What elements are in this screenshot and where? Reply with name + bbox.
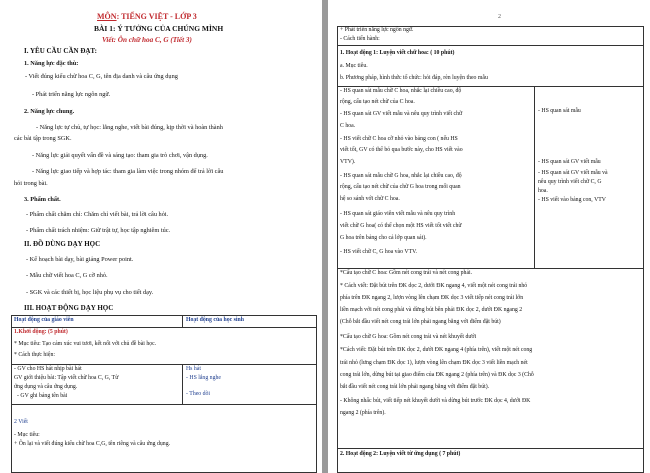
text-line: - HS quan sát GV viết mẫu và nêu quy trình viết chữ	[340, 111, 463, 117]
part-2-heading: 2 Viết	[14, 419, 28, 425]
text-line: - Năng lực giải quyết vấn đề và sáng tạo: tham gia trò chơi, vận dụng.	[32, 152, 208, 159]
text-line: Hs hát	[186, 366, 201, 372]
warmup-heading: 1.Khởi động: (5 phút)	[14, 329, 68, 335]
column-header-teacher: Hoạt động của giáo viên	[14, 317, 74, 323]
text-line: - Viết đúng kiểu chữ hoa C, G, tên địa danh và câu ứng dụng	[25, 73, 178, 80]
text-line: - HS quan sát mẫu chữ C hoa, nhắc lại chiều cao, độ	[340, 88, 462, 94]
text-line: C hoa.	[340, 123, 356, 129]
subsection-1-1: 1. Năng lực đặc thù:	[24, 60, 79, 67]
text-line: phía trên ĐK ngang 2, lượn vòng lên chạm ĐK dọc 3 viết tiếp nét cong trái lớn	[340, 295, 524, 301]
text-line: - GV cho HS hát nhịp bài hát	[14, 366, 82, 372]
text-line: + Ôn lại và viết đúng kiểu chữ hoa C,G, tên riêng và câu ứng dụng.	[14, 441, 171, 447]
section-2-heading: II. ĐỒ DÙNG DẠY HỌC	[24, 240, 101, 248]
text-line: - HS quan sát mẫu	[538, 108, 581, 114]
text-line: G hoa trên bảng cho cả lớp quan sát).	[340, 235, 427, 241]
text-line: trái nhỏ (lưng chạm ĐK dọc 1), lượn vòng lên chạm ĐK dọc 3 viết liền mạch nét	[340, 360, 528, 366]
text-line: - HS viết chữ C, G hoa vào VTV.	[340, 249, 417, 255]
text-line: *Cấu tạo chữ G hoa: Gồm nét cong trái và nét khuyết dưới	[340, 334, 477, 340]
text-line: - HS viết vào bảng con, VTV	[538, 197, 606, 203]
page-2	[328, 0, 650, 473]
text-line: - HS quan sát giáo viên viết mẫu và nêu quy trình	[340, 211, 456, 217]
text-line: - GV ghi bảng tên bài	[17, 393, 68, 399]
text-line: - Mẫu chữ viết hoa C, G cỡ nhỏ.	[26, 272, 108, 279]
text-line: bắt đầu viết nét cong trái lớn phải ngang bằng với điểm đặt bút).	[340, 384, 490, 390]
section-1-heading: I. YÊU CẦU CẦN ĐẠT:	[24, 47, 97, 55]
text-line: - HS lắng nghe	[186, 375, 221, 381]
section-3-heading: III. HOẠT ĐỘNG DẠY HỌC	[24, 304, 114, 312]
text-line: GV giới thiệu bài: Tập viết chữ hoa C, G, Từ	[14, 375, 119, 381]
text-line: viết tốt, GV có thể bỏ qua bước này, cho HS viết vào	[340, 147, 463, 153]
text-line: *Cách viết: Đặt bút trên ĐK dọc 2, dưới ĐK ngang 4 (phía trên), viết một nét cong	[340, 347, 533, 353]
text-line: - SGK và các thiết bị, học liệu phụ vụ cho tiết dạy.	[26, 289, 154, 296]
page-number: 2	[498, 14, 501, 20]
text-line: a. Mục tiêu.	[340, 63, 368, 69]
text-line: - HS viết chữ C hoa cỡ nhỏ vào bảng con ( nếu HS	[340, 136, 458, 142]
text-line: - Phẩm chất trách nhiệm: Giữ trật tự, học tập nghiêm túc.	[26, 227, 171, 234]
column-header-student: Hoạt động của học sinh	[186, 317, 244, 323]
text-line: * Cách viết: Đặt bút trên ĐK dọc 2, dưới ĐK ngang 4, viết một nét cong trái nhỏ	[340, 283, 528, 289]
text-line: rộng, cấu tạo nét chữ của C hoa.	[340, 99, 415, 105]
text-line: hỏi trong bài.	[14, 180, 48, 187]
text-line: nêu quy trình viết chữ C, G	[538, 179, 602, 185]
lesson-subtitle: Viết: Ôn chữ hoa C, G (Tiết 3)	[102, 36, 192, 44]
text-line: hoa.	[538, 188, 548, 194]
text-line: - Phát triển năng lực ngôn ngữ.	[32, 91, 111, 98]
text-line: ứng dụng và câu ứng dụng.	[14, 384, 78, 390]
text-line: - Năng lực tự chủ, tự học: lắng nghe, viết bài đúng, kịp thời và hoàn thành	[36, 124, 223, 131]
subsection-1-3: 3. Phẩm chất.	[24, 196, 61, 203]
text-line: rộng, cấu tạo nét chữ của chữ G hoa trong mối quan	[340, 184, 461, 190]
page-1	[0, 0, 322, 473]
text-line: - Theo dõi	[186, 391, 211, 397]
text-line: cong trái lớn, dừng bút tại giao điểm của ĐK ngang 2 (phía trên) và ĐK dọc 3 (Chỗ	[340, 372, 534, 378]
text-line: - Năng lực giao tiếp và hợp tác: tham gia làm việc trong nhóm để trả lời câu	[32, 168, 224, 175]
text-line: viết chữ G hoa( có thể chọn một HS viết tốt viết chữ	[340, 223, 462, 229]
text-line: (Chỗ bắt đầu viết nét cong trái lớn phải ngang bằng với điểm đặt bút)	[340, 319, 501, 325]
text-line: * Cách thực hiện:	[14, 352, 55, 358]
text-line: VTV).	[340, 159, 356, 165]
text-line: ngang 2 (phía trên).	[340, 410, 386, 416]
text-line: liền mạch với nét cong phải và dừng bút bên phải ĐK dọc 2, dưới ĐK ngang 2	[340, 307, 523, 313]
text-line: - Kế hoạch bài dạy, bài giảng Power point.	[26, 256, 134, 263]
text-line: * Mục tiêu: Tạo cảm xúc vui tươi, kết nối với chủ đề bài học.	[14, 341, 157, 347]
text-line: hệ so sánh với chữ C hoa.	[340, 196, 400, 202]
text-line: - HS quan sát GV viết mẫu	[538, 159, 601, 165]
text-line: - Phẩm chất chăm chỉ: Chăm chỉ viết bài, trả lời câu hỏi.	[26, 211, 169, 218]
subject-heading: MÔN: TIẾNG VIỆT - LỚP 3	[97, 12, 197, 21]
activity-2-heading: 2. Hoạt động 2: Luyện viết từ ứng dụng ( 7 phút)	[340, 451, 461, 457]
text-line: - Cách tiến hành:	[340, 36, 380, 42]
activity-1-heading: 1. Hoạt động 1: Luyện viết chữ hoa: ( 10 phút)	[340, 50, 455, 56]
text-line: + Phát triển năng lực ngôn ngữ.	[340, 27, 414, 33]
text-line: - Mục tiêu:	[14, 432, 40, 438]
text-line: - HS quan sát mẫu chữ G hoa, nhắc lại chiều cao, độ	[340, 173, 462, 179]
text-line: - Không nhấc bút, viết tiếp nét khuyết dưới và dừng bút trước ĐK dọc 4, dưới ĐK	[340, 398, 531, 404]
lesson-title: BÀI 1: Ý TƯỞNG CỦA CHÚNG MÌNH	[94, 24, 224, 33]
text-line: b. Phương pháp, hình thức tổ chức: hỏi đáp, rèn luyện theo mẫu	[340, 75, 488, 81]
text-line: *Cấu tạo chữ C hoa: Gồm nét cong trái và nét cong phải.	[340, 270, 473, 276]
text-line: - HS quan sát GV viết mẫu và	[538, 170, 608, 176]
text-line: các bài tập trong SGK.	[14, 135, 72, 142]
subsection-1-2: 2. Năng lực chung.	[24, 108, 75, 115]
